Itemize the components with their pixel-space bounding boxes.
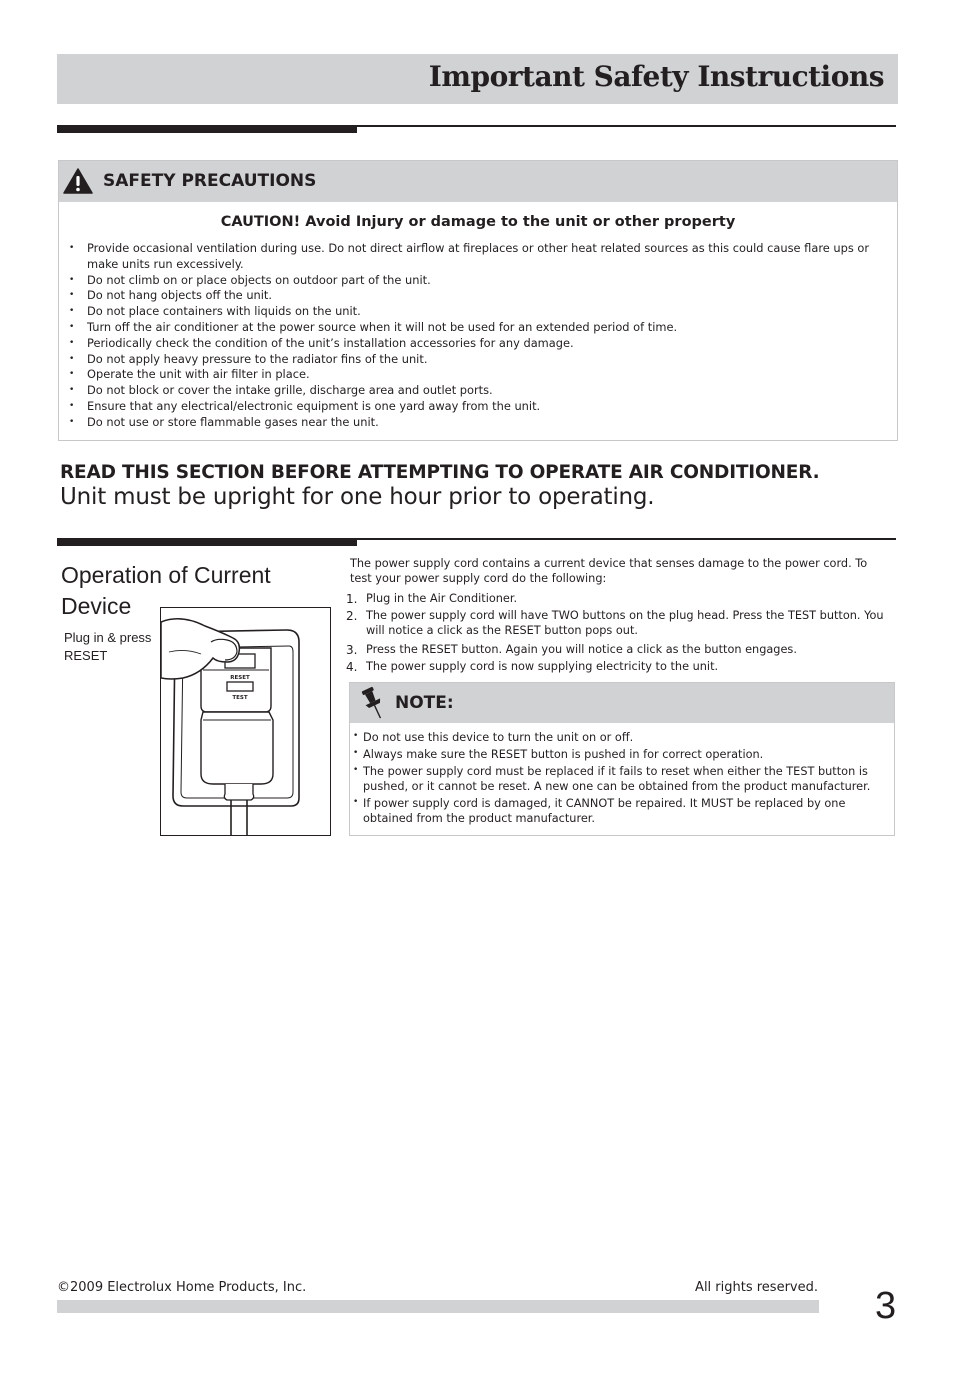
- list-item: • Do not climb on or place objects on outdoor part of the unit.: [69, 273, 895, 289]
- pushpin-icon: [360, 686, 384, 722]
- footer-bar: [57, 1300, 819, 1313]
- caution-text: CAUTION! Avoid Injury or damage to the unit or other property: [220, 214, 736, 230]
- rights-text: All rights reserved.: [695, 1280, 818, 1295]
- list-item: • Do not block or cover the intake grille, discharge area and outlet ports.: [69, 383, 895, 399]
- safety-precautions-box: [58, 160, 898, 441]
- step-text: The power supply cord will have TWO buttons on the plug head. Press the TEST button. You will notice a click as the RESET button pops out.: [366, 609, 884, 637]
- list-item: • Do not hang objects off the unit.: [69, 288, 895, 304]
- plug-illustration: [160, 607, 331, 836]
- safety-heading: SAFETY PRECAUTIONS: [103, 171, 317, 191]
- page-number: 3: [875, 1285, 897, 1327]
- section-rule-thick: [57, 538, 357, 546]
- warning-triangle-icon: [63, 168, 93, 194]
- step-number: 3.: [346, 643, 358, 657]
- step-number: 4.: [346, 660, 358, 674]
- section-rule-thick: [57, 125, 357, 133]
- step-text: Press the RESET button. Again you will notice a click as the button engages.: [366, 643, 797, 656]
- section-rule-thin: [357, 125, 896, 127]
- list-item: • Turn off the air conditioner at the power source when it will not be used for an extended period of time.: [69, 320, 895, 336]
- step-text: Plug in the Air Conditioner.: [366, 592, 518, 605]
- list-item: [346, 642, 896, 657]
- note-box: [349, 682, 895, 836]
- list-item: • Always make sure the RESET button is pushed in for correct operation.: [353, 747, 892, 762]
- list-item: • Do not use or store flammable gases near the unit.: [69, 415, 895, 431]
- operation-intro: The power supply cord contains a current device that senses damage to the power cord. To test your power supply cord do the following:: [350, 557, 868, 585]
- safety-header: [59, 161, 897, 202]
- step-number: 2.: [346, 609, 358, 623]
- plug-label: Plug in & press RESET: [64, 630, 152, 663]
- list-item: • Do not place containers with liquids on the unit.: [69, 304, 895, 320]
- section-rule-thin: [357, 538, 896, 540]
- step-text: The power supply cord is now supplying electricity to the unit.: [366, 660, 719, 673]
- list-item: [346, 659, 896, 674]
- list-item: • Ensure that any electrical/electronic equipment is one yard away from the unit.: [69, 399, 895, 415]
- operation-title: Operation of Current Device: [61, 562, 271, 619]
- note-heading: NOTE:: [395, 693, 454, 713]
- list-item: [346, 608, 896, 638]
- list-item: • If power supply cord is damaged, it CANNOT be repaired. It MUST be replaced by one obtained from the product manufacturer.: [353, 796, 892, 826]
- reset-button-label: RESET: [230, 675, 250, 681]
- step-number: 1.: [346, 592, 358, 606]
- list-item: • Do not apply heavy pressure to the radiator fins of the unit.: [69, 352, 895, 368]
- list-item: • The power supply cord must be replaced if it fails to reset when either the TEST button is pushed, or it cannot be reset. A new one can be obtained from the product manufacturer.: [353, 764, 892, 794]
- list-item: • Operate the unit with air filter in place.: [69, 367, 895, 383]
- list-item: • Periodically check the condition of the unit’s installation accessories for any damage.: [69, 336, 895, 352]
- note-list: [353, 730, 892, 828]
- list-item: [346, 591, 896, 606]
- header-bar: [57, 54, 898, 104]
- test-button-label: TEST: [232, 695, 248, 701]
- safety-list: [69, 241, 895, 431]
- read-warning-heading: READ THIS SECTION BEFORE ATTEMPTING TO OPERATE AIR CONDITIONER.: [60, 462, 820, 483]
- list-item: • Provide occasional ventilation during use. Do not direct airflow at fireplaces or other heat related sources as this could cause flare ups or make units run excessively.: [69, 241, 895, 273]
- plug-head-illustration: [161, 608, 330, 835]
- copyright-text: ©2009 Electrolux Home Products, Inc.: [57, 1280, 307, 1295]
- list-item: • Do not use this device to turn the unit on or off.: [353, 730, 892, 745]
- steps-list: [346, 591, 896, 674]
- page-title: Important Safety Instructions: [428, 60, 884, 93]
- upright-notice: Unit must be upright for one hour prior to operating.: [60, 484, 655, 510]
- note-header: [350, 683, 894, 723]
